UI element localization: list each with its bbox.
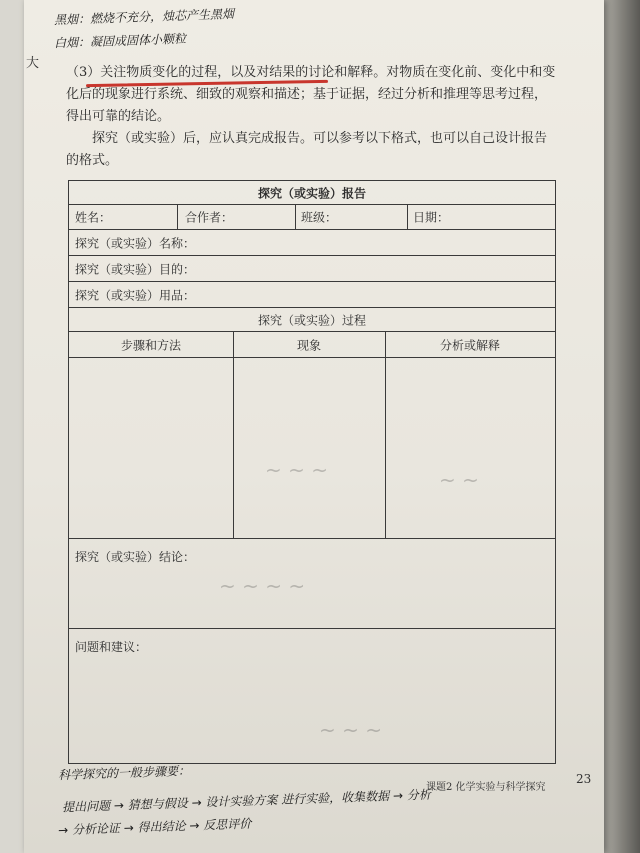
report-title: 探究（或实验）报告: [257, 186, 366, 200]
suggestions-section: [69, 628, 555, 763]
process-body: [69, 358, 555, 539]
handwritten-note-steps-title: 科学探究的一般步骤要：: [57, 763, 191, 783]
report-form: [68, 180, 556, 764]
exp-name-row: [69, 230, 555, 256]
margin-mark: 大: [26, 56, 40, 71]
divider: [407, 205, 408, 229]
page-footer: [54, 752, 604, 852]
handwritten-note-black-smoke: 黑烟：燃烧不充分，烛芯产生黑烟: [53, 6, 235, 28]
handwritten-note-steps-1: 提出问题 → 猜想与假设 → 设计实验方案 进行实验，收集数据 → 分析: [61, 787, 432, 815]
suggestions-label: 问题和建议：: [75, 640, 148, 654]
handwritten-note-steps-2: → 分析论证 → 得出结论 → 反思评价: [57, 816, 252, 838]
bleed-through-marks: ~ ~: [439, 468, 479, 492]
divider: [233, 358, 234, 538]
report-title-row: [69, 181, 555, 205]
col-phenomena: 现象: [296, 338, 321, 352]
date-label: 日期：: [413, 210, 450, 225]
bleed-through-marks: ~ ~ ~: [319, 718, 382, 742]
handwritten-note-white-smoke: 白烟：凝固成固体小颗粒: [53, 31, 187, 51]
running-head: 课题2 化学实验与科学探究: [426, 782, 546, 793]
divider: [385, 358, 386, 538]
supplies-row: [69, 282, 555, 308]
partner-label: 合作者：: [185, 210, 234, 225]
process-row: [69, 308, 555, 332]
purpose-label: 探究（或实验）目的：: [75, 262, 196, 276]
col-analysis: 分析或解释: [439, 338, 500, 352]
conclusion-label: 探究（或实验）结论：: [75, 550, 196, 564]
page-number: 23: [576, 772, 592, 786]
conclusion-section: [69, 538, 555, 629]
process-columns-header: [69, 332, 555, 358]
bleed-through-marks: ~ ~ ~: [265, 458, 328, 482]
report-info-row: [69, 205, 555, 230]
purpose-row: [69, 256, 555, 282]
col-steps: 步骤和方法: [120, 338, 181, 352]
name-label: 姓名：: [75, 210, 112, 225]
textbook-page: [24, 0, 604, 853]
class-label: 班级：: [301, 210, 338, 225]
supplies-label: 探究（或实验）用品：: [75, 288, 196, 302]
divider: [295, 205, 296, 229]
divider: [177, 205, 178, 229]
bleed-through-marks: ~ ~ ~ ~: [219, 574, 306, 598]
paragraph-observation: （3）关注物质变化的过程，以及对结果的讨论和解释。对物质在变化前、变化中和变化后的现象进行系统、细致的观察和描述；基于证据，经过分析和推理等思考过程，得出可靠的结论。: [66, 65, 556, 124]
paragraph-report-intro: 探究（或实验）后，应认真完成报告。可以参考以下格式，也可以自己设计报告的格式。: [66, 131, 548, 168]
process-label: 探究（或实验）过程: [257, 313, 366, 327]
exp-name-label: 探究（或实验）名称：: [75, 236, 196, 250]
